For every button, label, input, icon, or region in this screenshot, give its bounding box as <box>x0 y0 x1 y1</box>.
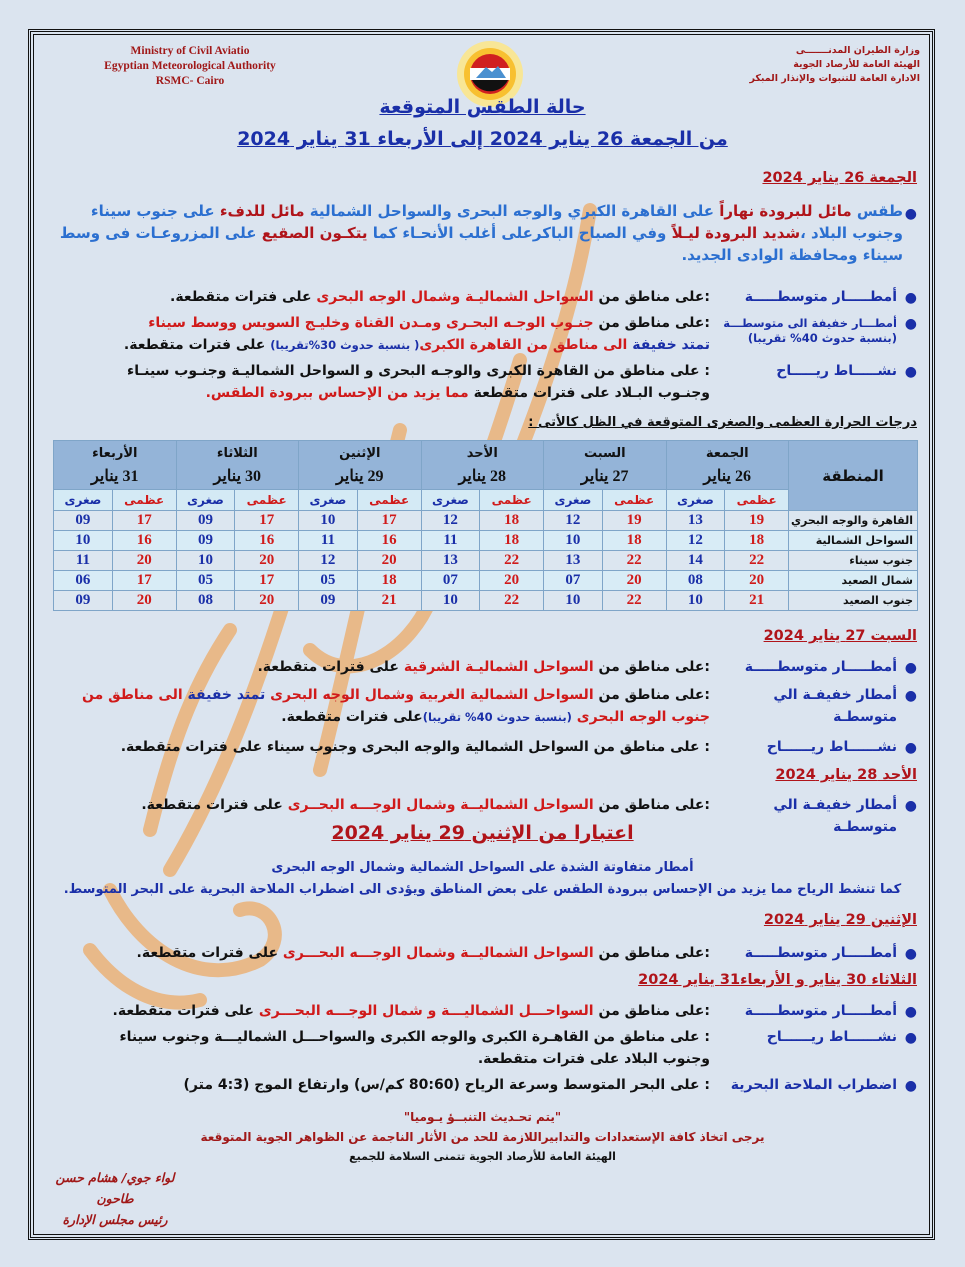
sunday-item1-desc: :على مناطق من السواحل الشماليــة وشمال الوجـــه البحــرى على فترات متقطعة. <box>141 797 710 813</box>
bullet-icon: ● <box>904 290 917 306</box>
max-temp-cell: 18 <box>357 571 421 591</box>
min-temp-cell: 11 <box>54 551 113 571</box>
max-temp-cell: 16 <box>357 531 421 551</box>
min-temp-cell: 14 <box>666 551 725 571</box>
tuewed-item3-desc: : على البحر المتوسط وسرعة الرياح (80:60 كم/س) وارتفاع الموج (4:3 متر) <box>183 1077 710 1093</box>
min-temp-cell: 12 <box>421 511 480 531</box>
min-header: صغرى <box>666 490 725 511</box>
min-temp-cell: 10 <box>299 511 358 531</box>
min-header: صغرى <box>421 490 480 511</box>
day-header: الإثنين 29 يناير <box>299 441 421 490</box>
min-temp-cell: 09 <box>176 511 235 531</box>
saturday-item2-label: أمطار خفيفـة الي متوسطـة <box>773 687 897 725</box>
friday-item1-desc: :على مناطق من السواحل الشماليـة وشمال الوجه البحرى على فترات متقطعة. <box>170 289 710 305</box>
max-temp-cell: 20 <box>235 551 299 571</box>
saturday-heading: السبت 27 يناير 2024 <box>763 628 917 644</box>
min-temp-cell: 10 <box>176 551 235 571</box>
saturday-item3-desc: : على مناطق من السواحل الشمالية والوجه البحرى وجنوب سيناء على فترات متقطعة. <box>120 739 710 755</box>
min-temp-cell: 13 <box>421 551 480 571</box>
min-temp-cell: 12 <box>299 551 358 571</box>
friday-summary: طقس مائل للبرودة نهاراً على القاهرة الكبري والوجه البحرى والسواحل الشمالية مائل للدفء على جنوب سيناء وجنوب البلاد ،شديد البرودة ليـلاً وفي الصباح الباكرعلى أغلب الأنحـاء كما يتكـون الصقيع على المزروعـات فى وسط سيناء ومحافظة الوادى الجديد. <box>59 202 903 264</box>
temperature-table <box>53 440 918 611</box>
min-temp-cell: 10 <box>544 531 603 551</box>
saturday-item1-desc: :على مناطق من السواحل الشماليـة الشرقية على فترات متقطعة. <box>257 659 710 675</box>
max-header: عظمى <box>235 490 299 511</box>
bullet-icon: ● <box>904 1078 917 1094</box>
max-temp-cell: 20 <box>112 551 176 571</box>
max-temp-cell: 20 <box>725 571 789 591</box>
day-header: الأحد 28 يناير <box>421 441 543 490</box>
min-temp-cell: 13 <box>666 511 725 531</box>
ar-ministry: وزارة الطيران المدنـــــــى <box>795 45 920 56</box>
from-monday-line1: أمطار متفاوتة الشدة على السواحل الشمالية وشمال الوجه البحرى <box>271 860 694 875</box>
page-subtitle: من الجمعة 26 يناير 2024 إلى الأربعاء 31 يناير 2024 <box>237 128 728 150</box>
max-temp-cell: 19 <box>602 511 666 531</box>
from-monday-line2: كما تنشط الرياح مما يزيد من الإحساس ببرودة الطقس على بعض المناطق ويؤدى الى اضطراب الملاحة البحرية على البحر المتوسط. <box>63 882 902 897</box>
friday-item3-desc: : على مناطق من القاهرة الكبرى والوجـه البحرى و السواحل الشماليـة وجنـوب سينـاء وجنـوب البـلاد على فترات متقطعة مما يزيد من الإحساس ببرودة الطقس. <box>127 363 710 401</box>
min-temp-cell: 13 <box>544 551 603 571</box>
min-header: صغرى <box>176 490 235 511</box>
footer-wish: الهيئة العامة للأرصاد الجوية تتمنى السلامة للجميع <box>349 1150 616 1163</box>
min-temp-cell: 08 <box>666 571 725 591</box>
signature-block <box>40 1167 190 1230</box>
region-cell: السواحل الشمالية <box>789 531 918 551</box>
min-temp-cell: 10 <box>544 591 603 611</box>
min-temp-cell: 07 <box>421 571 480 591</box>
day-header: الأربعاء 31 يناير <box>54 441 177 490</box>
tuewed-item1-label: أمطـــــار متوسطـــــة <box>744 1003 897 1019</box>
bullet-icon: ● <box>904 364 917 380</box>
signer-title: رئيس مجلس الإدارة <box>62 1212 168 1227</box>
bullet-icon: ● <box>904 798 917 814</box>
min-temp-cell: 05 <box>299 571 358 591</box>
min-temp-cell: 12 <box>666 531 725 551</box>
region-cell: شمال الصعيد <box>789 571 918 591</box>
bullet-icon: ● <box>904 1004 917 1020</box>
signer-name: لواء جوي/ هشام حسن طاحون <box>55 1170 175 1206</box>
region-cell: جنوب الصعيد <box>789 591 918 611</box>
tuewed-item2-desc: : على مناطق من القاهـرة الكبرى والوجه الكبرى والسواحـــل الشماليـــة وجنوب سيناء وجنوب البلاد على فترات متقطعة. <box>119 1029 710 1067</box>
bullet-icon: ● <box>904 660 917 676</box>
min-temp-cell: 09 <box>54 591 113 611</box>
min-temp-cell: 10 <box>421 591 480 611</box>
max-temp-cell: 20 <box>112 591 176 611</box>
max-temp-cell: 17 <box>235 571 299 591</box>
bullet-icon: ● <box>904 946 917 962</box>
tuewed-item3-label: اضطراب الملاحة البحرية <box>730 1077 897 1093</box>
max-temp-cell: 17 <box>112 511 176 531</box>
min-temp-cell: 08 <box>176 591 235 611</box>
monday-heading: الإثنين 29 يناير 2024 <box>763 912 917 928</box>
min-temp-cell: 11 <box>299 531 358 551</box>
max-header: عظمى <box>480 490 544 511</box>
table-row <box>54 591 918 611</box>
table-row <box>54 531 918 551</box>
min-temp-cell: 09 <box>299 591 358 611</box>
max-temp-cell: 20 <box>357 551 421 571</box>
min-temp-cell: 09 <box>54 511 113 531</box>
day-header: الجمعة 26 يناير <box>666 441 788 490</box>
max-temp-cell: 19 <box>725 511 789 531</box>
max-temp-cell: 22 <box>480 551 544 571</box>
min-header: صغرى <box>544 490 603 511</box>
min-temp-cell: 05 <box>176 571 235 591</box>
region-cell: القاهرة والوجه البحري <box>789 511 918 531</box>
max-temp-cell: 20 <box>480 571 544 591</box>
saturday-item3-label: نشــــــاط ريــــــاح <box>766 739 897 755</box>
max-temp-cell: 18 <box>480 531 544 551</box>
max-temp-cell: 17 <box>112 571 176 591</box>
max-temp-cell: 20 <box>235 591 299 611</box>
max-temp-cell: 22 <box>602 551 666 571</box>
min-temp-cell: 11 <box>421 531 480 551</box>
friday-heading: الجمعة 26 يناير 2024 <box>762 170 917 186</box>
max-temp-cell: 22 <box>725 551 789 571</box>
region-header: المنطقة <box>789 441 918 511</box>
min-temp-cell: 07 <box>544 571 603 591</box>
page-title: حالة الطقس المتوقعة <box>379 96 586 118</box>
min-temp-cell: 09 <box>176 531 235 551</box>
ar-department: الادارة العامة للتنبوات والإنذار المبكر <box>749 73 920 84</box>
table-title: درجات الحرارة العظمى والصغرى المتوقعة في الظل كالأتى : <box>528 415 917 430</box>
friday-item2-label: أمطـــار خفيفة الى متوسطـــة (بنسبة حدوث 40% تقريبا) <box>723 316 897 345</box>
table-row <box>54 511 918 531</box>
saturday-item1-label: أمطـــــار متوسطـــــة <box>744 659 897 675</box>
min-temp-cell: 10 <box>54 531 113 551</box>
friday-item1-label: أمطـــــار متوسطـــــة <box>744 289 897 305</box>
header-arabic <box>680 44 920 86</box>
day-header: السبت 27 يناير <box>544 441 666 490</box>
saturday-item2-desc: :على مناطق من السواحل الشمالية الغربية وشمال الوجه البحرى تمتد خفيفة الى مناطق من جنوب الوجه البحرى (بنسبة حدوث 40% تقريبا)على فترات متقطعة. <box>81 687 710 725</box>
tuewed-item2-label: نشــــــاط ريــــــاح <box>766 1029 897 1045</box>
tue-wed-heading: الثلاثاء 30 يناير و الأربعاء31 يناير 2024 <box>638 972 917 988</box>
en-rsmc: RSMC- Cairo <box>155 75 225 87</box>
bullet-icon: ● <box>904 206 917 222</box>
sunday-item1-label: أمطار خفيفـة الي متوسطـة <box>773 797 897 835</box>
max-header: عظمى <box>357 490 421 511</box>
min-temp-cell: 06 <box>54 571 113 591</box>
friday-item3-label: نشـــــاط ريـــــاح <box>776 363 897 379</box>
table-row <box>54 571 918 591</box>
max-temp-cell: 18 <box>725 531 789 551</box>
bullet-icon: ● <box>904 740 917 756</box>
header-english <box>80 44 300 89</box>
min-header: صغرى <box>299 490 358 511</box>
footer-advice: يرجى اتخاذ كافة الإستعدادات والتدابيراللازمة للحد من الأثار الناجمة عن الظواهر الجوية المتوقعة <box>200 1130 765 1144</box>
max-temp-cell: 17 <box>235 511 299 531</box>
max-temp-cell: 18 <box>602 531 666 551</box>
en-authority: Egyptian Meteorological Authority <box>104 60 276 72</box>
ar-authority: الهيئة العامة للأرصاد الجوية <box>793 59 920 70</box>
max-temp-cell: 22 <box>602 591 666 611</box>
monday-item1-desc: :على مناطق من السواحل الشماليــة وشمال الوجـــه البحـــرى على فترات متقطعة. <box>136 945 710 961</box>
max-temp-cell: 21 <box>357 591 421 611</box>
bullet-icon: ● <box>904 316 917 332</box>
max-temp-cell: 18 <box>480 511 544 531</box>
max-temp-cell: 16 <box>112 531 176 551</box>
min-header: صغرى <box>54 490 113 511</box>
tuewed-item1-desc: :على مناطق من السواحـــل الشماليـــة و شمال الوجـــه البحـــرى على فترات متقطعة. <box>112 1003 710 1019</box>
from-monday-heading: اعتبارا من الإثنين 29 يناير 2024 <box>331 822 634 844</box>
friday-item2-desc: :على مناطق من جنـوب الوجـه البحـرى ومـدن القناة وخليـج السويس ووسط سيناء تمتد خفيفة الى مناطق من القاهرة الكبرى( بنسبة حدوث 30%تقريبا) على فترات متقطعة. <box>123 315 710 353</box>
monday-item1-label: أمطـــــار متوسطـــــة <box>744 945 897 961</box>
en-ministry: Ministry of Civil Aviatio <box>130 45 250 57</box>
max-temp-cell: 16 <box>235 531 299 551</box>
max-header: عظمى <box>602 490 666 511</box>
min-temp-cell: 12 <box>544 511 603 531</box>
max-temp-cell: 21 <box>725 591 789 611</box>
footer-update: "يتم تحـديث التنبــؤ يـوميا" <box>403 1110 562 1124</box>
day-header: الثلاثاء 30 يناير <box>176 441 298 490</box>
max-temp-cell: 17 <box>357 511 421 531</box>
max-header: عظمى <box>112 490 176 511</box>
max-temp-cell: 20 <box>602 571 666 591</box>
bullet-icon: ● <box>904 688 917 704</box>
max-header: عظمى <box>725 490 789 511</box>
bullet-icon: ● <box>904 1030 917 1046</box>
table-row <box>54 551 918 571</box>
region-cell: جنوب سيناء <box>789 551 918 571</box>
sunday-heading: الأحد 28 يناير 2024 <box>775 767 917 783</box>
max-temp-cell: 22 <box>480 591 544 611</box>
min-temp-cell: 10 <box>666 591 725 611</box>
